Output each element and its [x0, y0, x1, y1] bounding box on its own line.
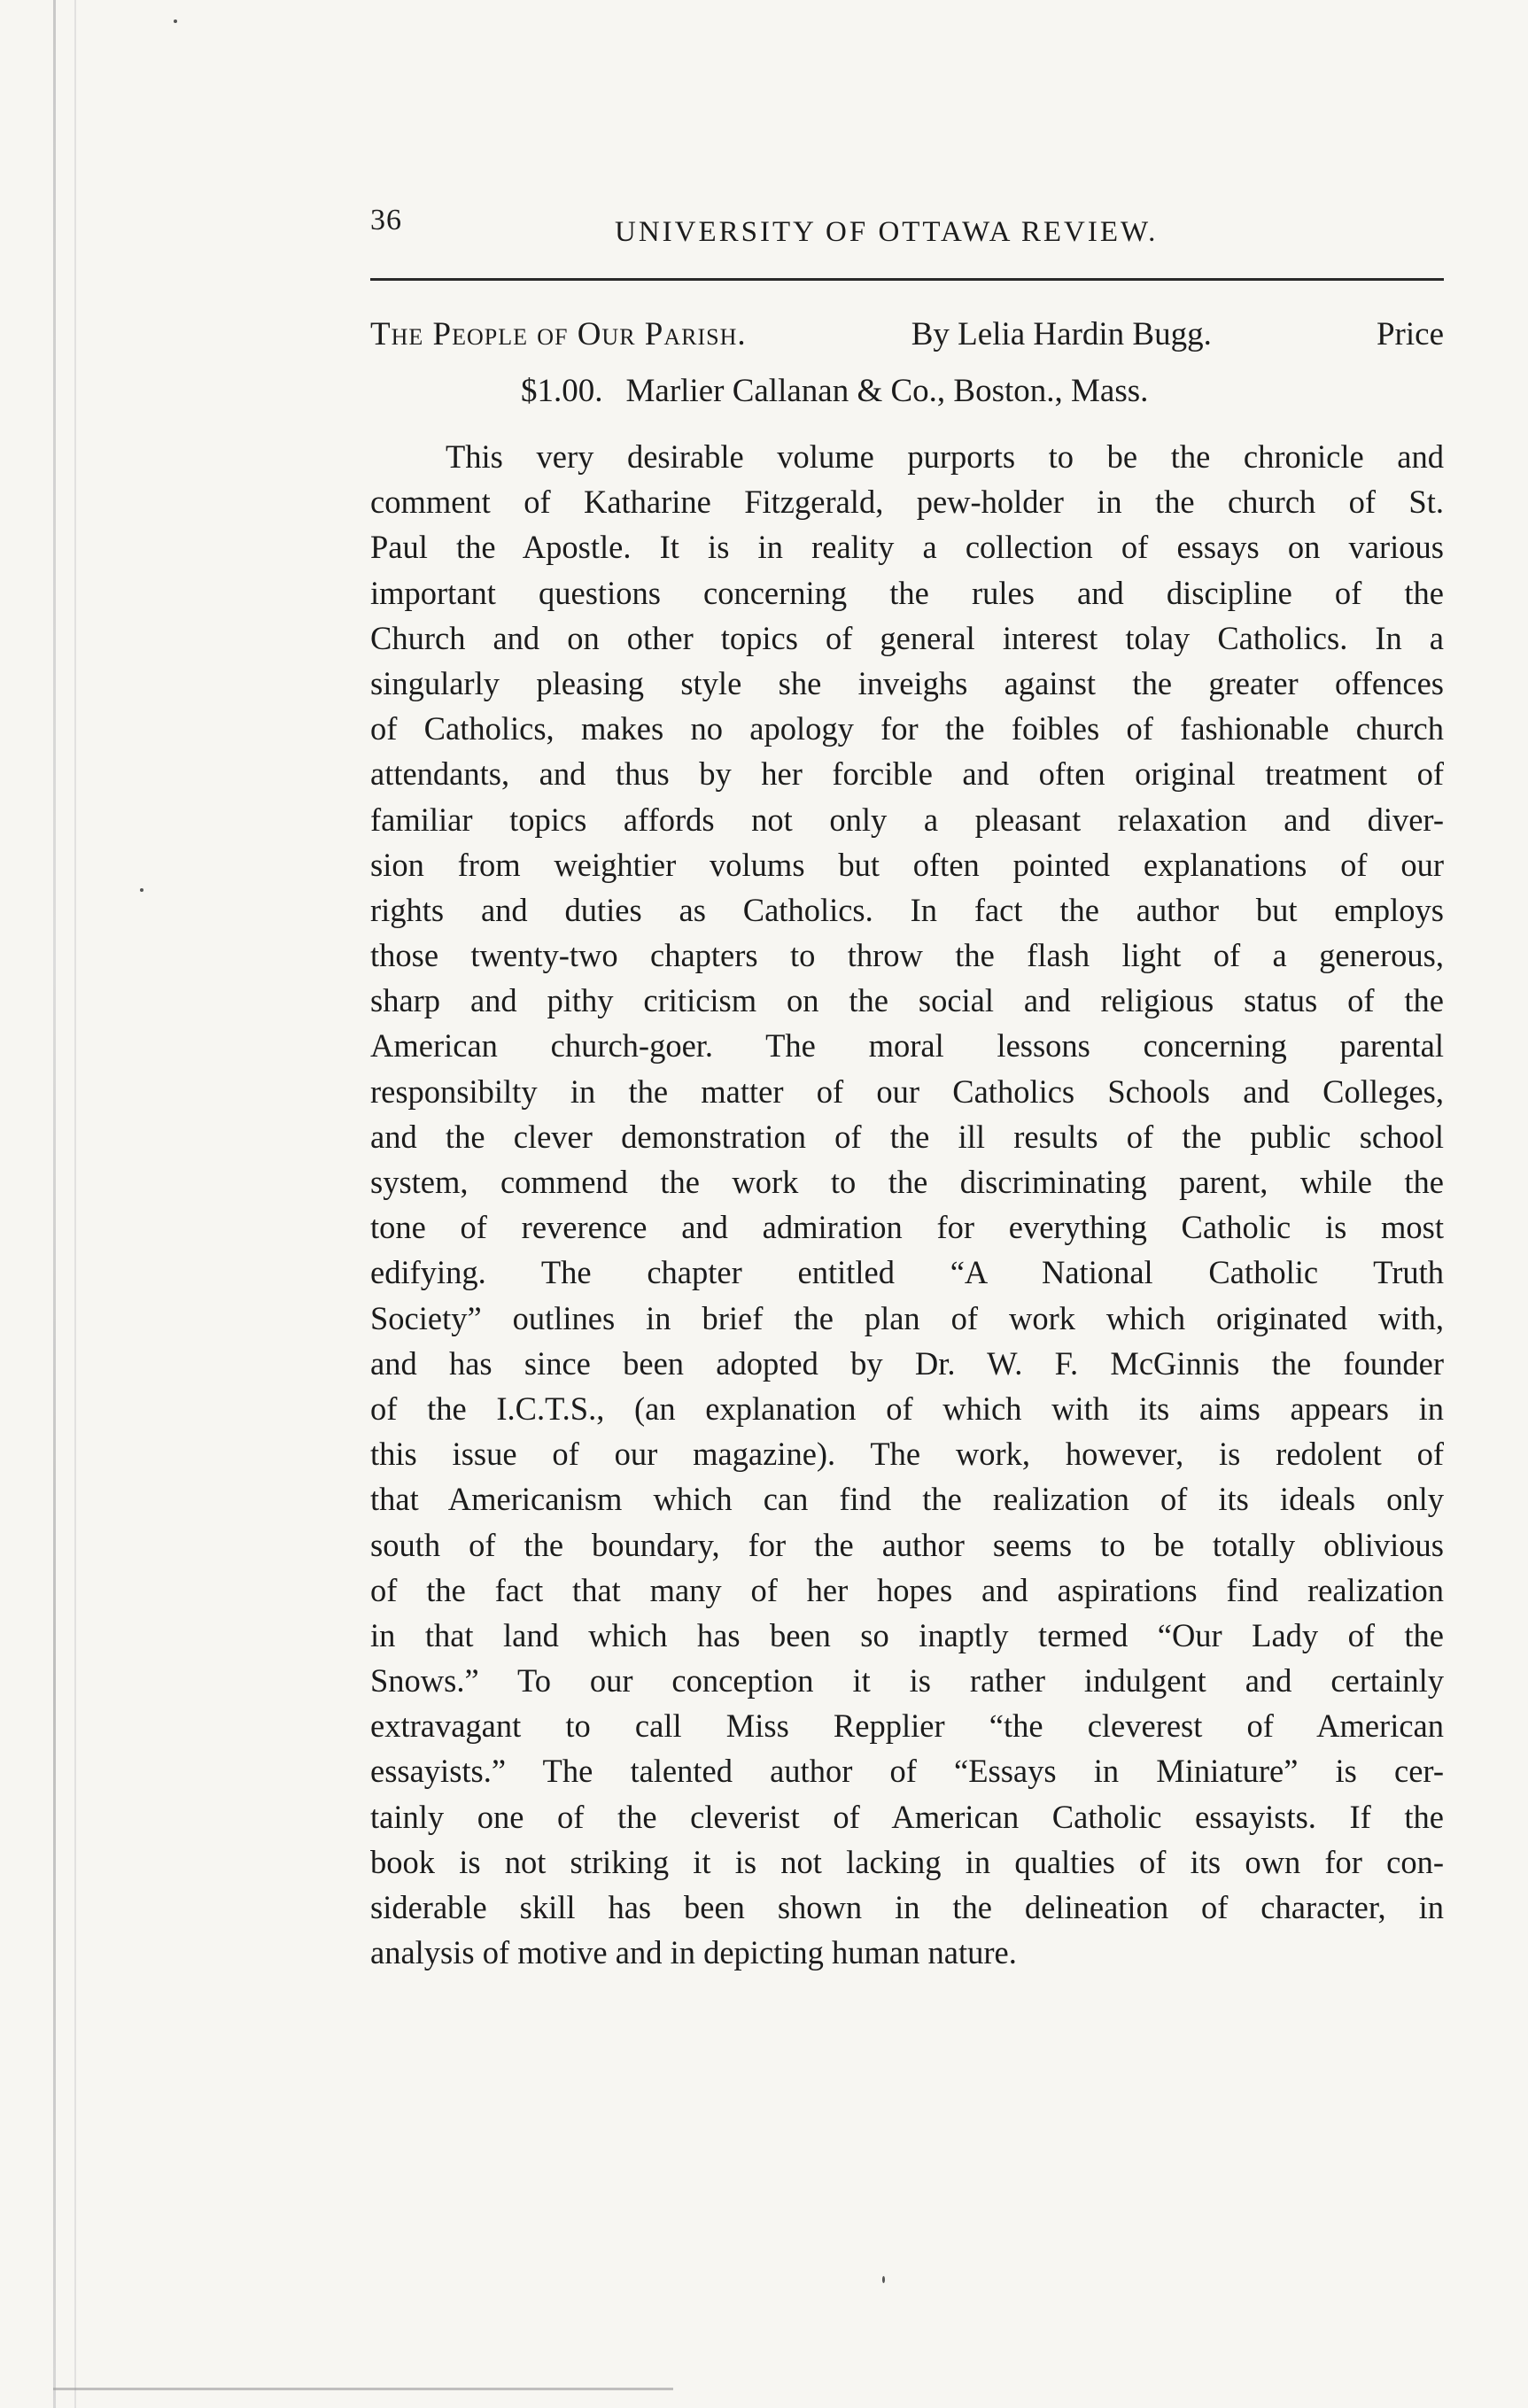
review-line: system, commend the work to the discriminating parent, while the — [370, 1164, 1444, 1200]
review-line: this issue of our magazine). The work, however, is redolent of — [370, 1436, 1444, 1473]
binding-edge-shadow-inner — [74, 0, 76, 2408]
review-line: and the clever demonstration of the ill results of the public school — [370, 1118, 1444, 1155]
book-heading — [370, 306, 1444, 420]
book-title: The People of Our Parish. — [370, 316, 747, 352]
review-line: and has since been adopted by Dr. W. F. McGinnis the founder — [370, 1344, 1444, 1382]
review-line: Snows.” To our conception it is rather indulgent and certainly — [370, 1662, 1444, 1700]
page-header — [370, 200, 1444, 253]
review-line: Paul the Apostle. It is in reality a collection of essays on various — [370, 529, 1444, 566]
review-line: edifying. The chapter entitled “A National Catholic Truth — [370, 1254, 1444, 1291]
review-line: of the fact that many of her hopes and aspirations find realization — [370, 1571, 1444, 1608]
book-heading-line-2 — [370, 363, 1444, 420]
review-line: essayists.” The talented author of “Essays in Miniature” is cer- — [370, 1753, 1444, 1790]
review-body — [370, 434, 1444, 1975]
header-rule — [370, 278, 1444, 281]
review-line: responsibilty in the matter of our Catholics Schools and Colleges, — [370, 1072, 1444, 1110]
review-line: of Catholics, makes no apology for the foibles of fashionable church — [370, 710, 1444, 747]
review-line: familiar topics affords not only a pleasant relaxation and diver- — [370, 801, 1444, 838]
review-line: of the I.C.T.S., (an explanation of which with its aims appears in — [370, 1390, 1444, 1427]
scan-speck — [882, 2276, 885, 2283]
review-line: tone of reverence and admiration for everything Catholic is most — [370, 1209, 1444, 1246]
book-price: $1.00. — [521, 373, 603, 409]
review-line: singularly pleasing style she inveighs against the greater offences — [370, 664, 1444, 701]
review-line: Society” outlines in brief the plan of work which originated with, — [370, 1299, 1444, 1336]
running-title: UNIVERSITY OF OTTAWA REVIEW. — [615, 216, 1159, 248]
page-number: 36 — [370, 204, 402, 236]
scan-speck — [140, 888, 143, 892]
review-line: analysis of motive and in depicting human nature. — [370, 1934, 1017, 1971]
review-line: important questions concerning the rules and discipline of the — [370, 574, 1444, 611]
review-line: attendants, and thus by her forcible and often original treatment of — [370, 755, 1444, 793]
review-line: rights and duties as Catholics. In fact the author but employs — [370, 891, 1444, 928]
review-line: sion from weightier volums but often pointed explanations of our — [370, 846, 1444, 883]
bottom-edge-shadow — [53, 2388, 673, 2390]
review-line: those twenty-two chapters to throw the flash light of a generous, — [370, 937, 1444, 974]
binding-edge-shadow — [53, 0, 56, 2408]
review-line: in that land which has been so inaptly termed “Our Lady of the — [370, 1616, 1444, 1653]
book-price-label: Price — [1376, 316, 1444, 352]
review-line: extravagant to call Miss Repplier “the cleverest of American — [370, 1707, 1444, 1745]
review-line: south of the boundary, for the author seems to be totally oblivious — [370, 1526, 1444, 1563]
book-author: By Lelia Hardin Bugg. — [911, 316, 1212, 352]
book-publisher: Marlier Callanan & Co., Boston., Mass. — [625, 373, 1149, 409]
book-heading-line-1 — [370, 306, 1444, 363]
review-line: American church-goer. The moral lessons concerning parental — [370, 1027, 1444, 1065]
review-line: tainly one of the cleverist of American Catholic essayists. If the — [370, 1798, 1444, 1835]
review-line: book is not striking it is not lacking in qualties of its own for con- — [370, 1843, 1444, 1880]
review-line: sharp and pithy criticism on the social and religious status of the — [370, 982, 1444, 1019]
review-line: Church and on other topics of general interest tolay Catholics. In a — [370, 619, 1444, 656]
review-line: that Americanism which can find the realization of its ideals only — [370, 1481, 1444, 1518]
review-line: siderable skill has been shown in the delineation of character, in — [370, 1889, 1444, 1925]
scan-speck — [174, 19, 177, 23]
review-line: This very desirable volume purports to be the chronicle and — [446, 438, 1444, 475]
review-line: comment of Katharine Fitzgerald, pew-holder in the church of St. — [370, 484, 1444, 521]
